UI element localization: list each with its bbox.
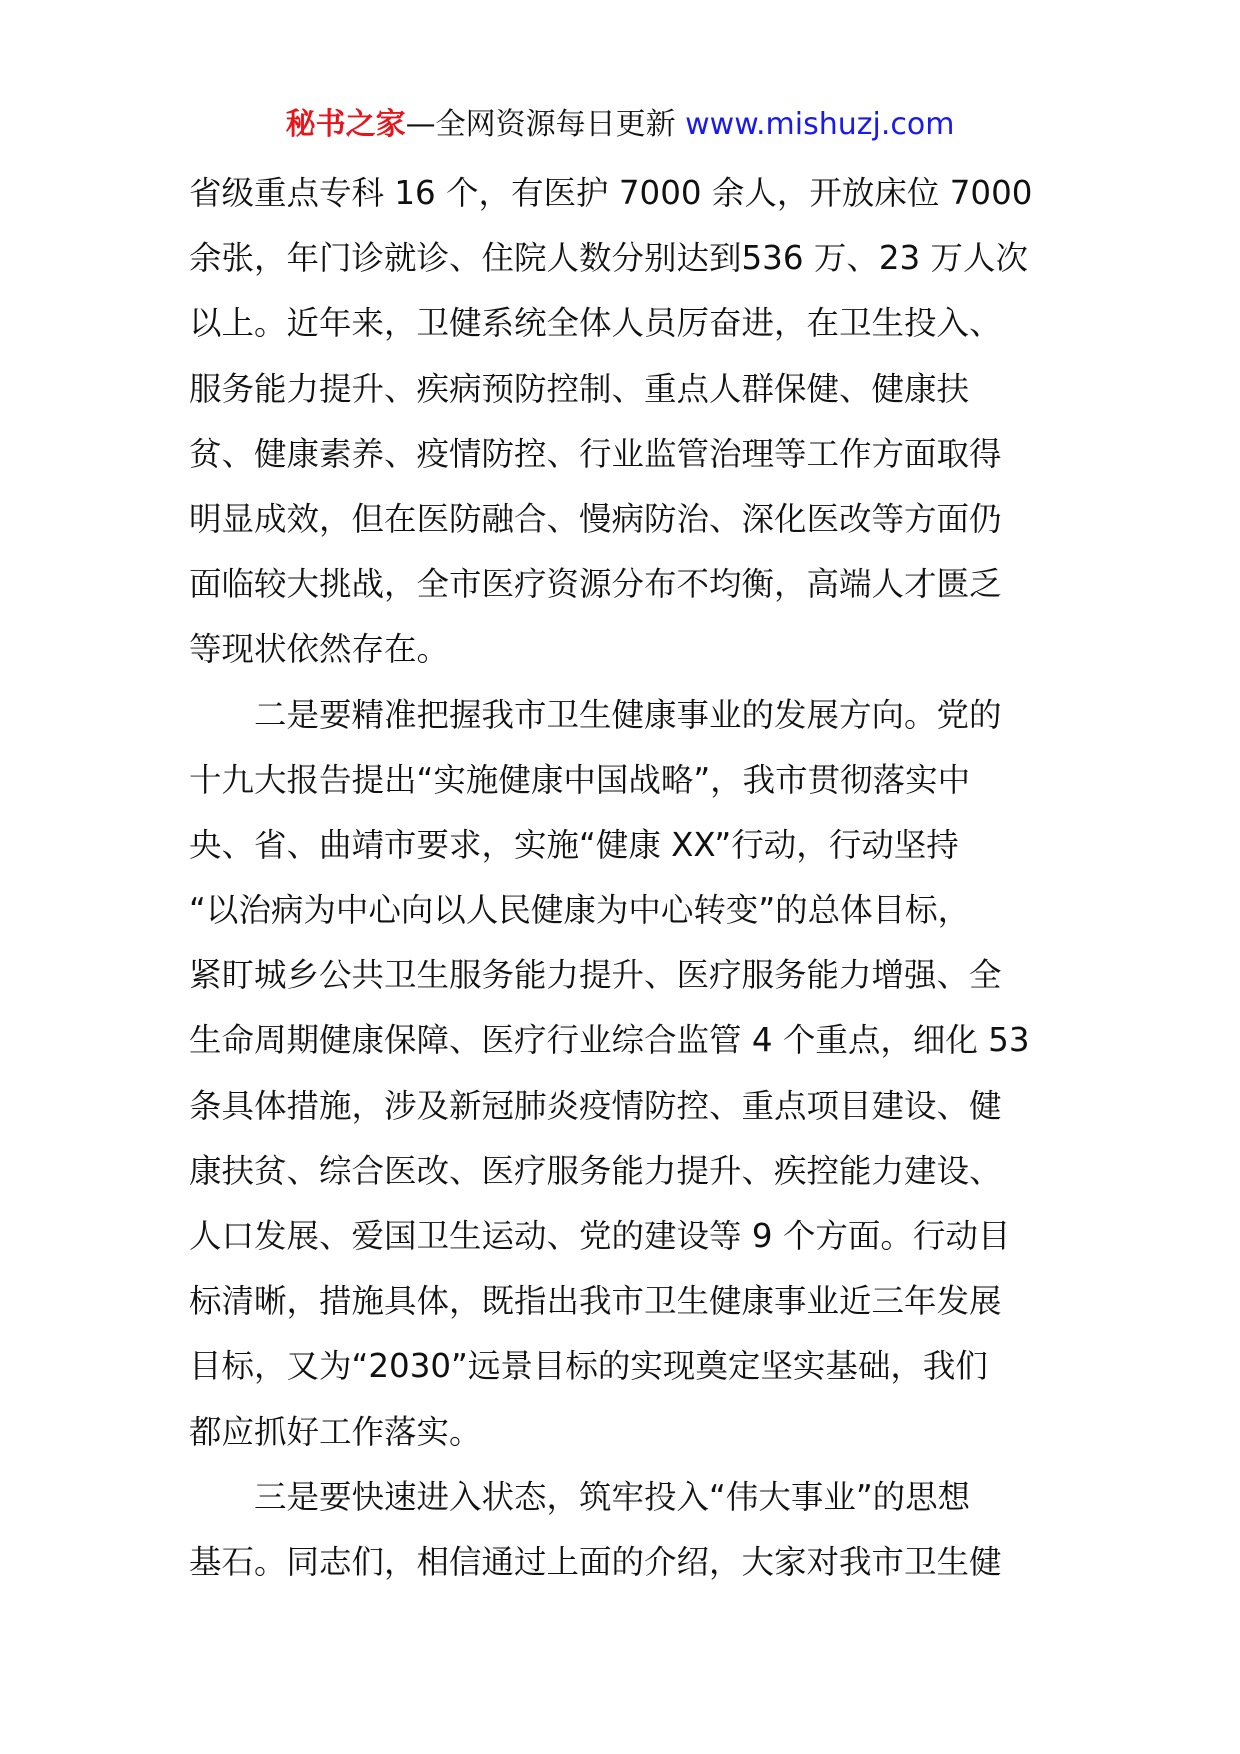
watermark-header <box>0 100 1240 150</box>
text-line: 目标，又为“2030”远景目标的实现奠定坚实基础，我们 <box>189 1347 988 1386</box>
text-line: 标清晰，措施具体，既指出我市卫生健康事业近三年发展 <box>189 1282 1002 1321</box>
text-line: “以治病为中心向以人民健康为中心转变”的总体目标， <box>189 891 971 930</box>
brand-name: 秘书之家 <box>285 107 406 142</box>
text-line: 贫、健康素养、疫情防控、行业监管治理等工作方面取得 <box>189 434 1002 473</box>
text-line: 余张，年门诊就诊、住院人数分别达到536 万、23 万人次 <box>189 239 1029 278</box>
text-line: 二是要精准把握我市卫生健康事业的发展方向。党的 <box>189 695 1002 734</box>
text-line: 明显成效，但在医防融合、慢病防治、深化医改等方面仍 <box>189 499 1002 538</box>
text-line: 康扶贫、综合医改、医疗服务能力提升、疾控能力建设、 <box>189 1151 1002 1190</box>
site-url[interactable]: www.mishuzj.com <box>685 107 955 142</box>
text-line: 三是要快速进入状态，筑牢投入“伟大事业”的思想 <box>189 1477 971 1516</box>
header-tagline: —全网资源每日更新 <box>405 107 676 142</box>
text-line: 服务能力提升、疾病预防控制、重点人群保健、健康扶 <box>189 369 970 408</box>
text-line: 十九大报告提出“实施健康中国战略”，我市贯彻落实中 <box>189 760 971 799</box>
text-line: 等现状依然存在。 <box>189 630 450 669</box>
text-line: 省级重点专科 16 个，有医护 7000 余人，开放床位 7000 <box>189 174 1033 212</box>
text-line: 央、省、曲靖市要求，实施“健康 XX”行动，行动坚持 <box>189 825 959 864</box>
text-line: 生命周期健康保障、医疗行业综合监管 4 个重点，细化 53 <box>189 1021 1030 1060</box>
text-line: 条具体措施，涉及新冠肺炎疫情防控、重点项目建设、健 <box>189 1086 1002 1125</box>
text-line: 都应抓好工作落实。 <box>189 1412 482 1451</box>
text-line: 基石。同志们，相信通过上面的介绍，大家对我市卫生健 <box>189 1542 1002 1581</box>
text-line: 紧盯城乡公共卫生服务能力提升、医疗服务能力增强、全 <box>189 956 1002 995</box>
text-line: 人口发展、爱国卫生运动、党的建设等 9 个方面。行动目 <box>189 1217 1011 1255</box>
text-line: 以上。近年来，卫健系统全体人员厉奋进，在卫生投入、 <box>189 304 1002 343</box>
body-text <box>189 161 1059 1595</box>
text-line: 面临较大挑战，全市医疗资源分布不均衡，高端人才匮乏 <box>189 565 1002 604</box>
